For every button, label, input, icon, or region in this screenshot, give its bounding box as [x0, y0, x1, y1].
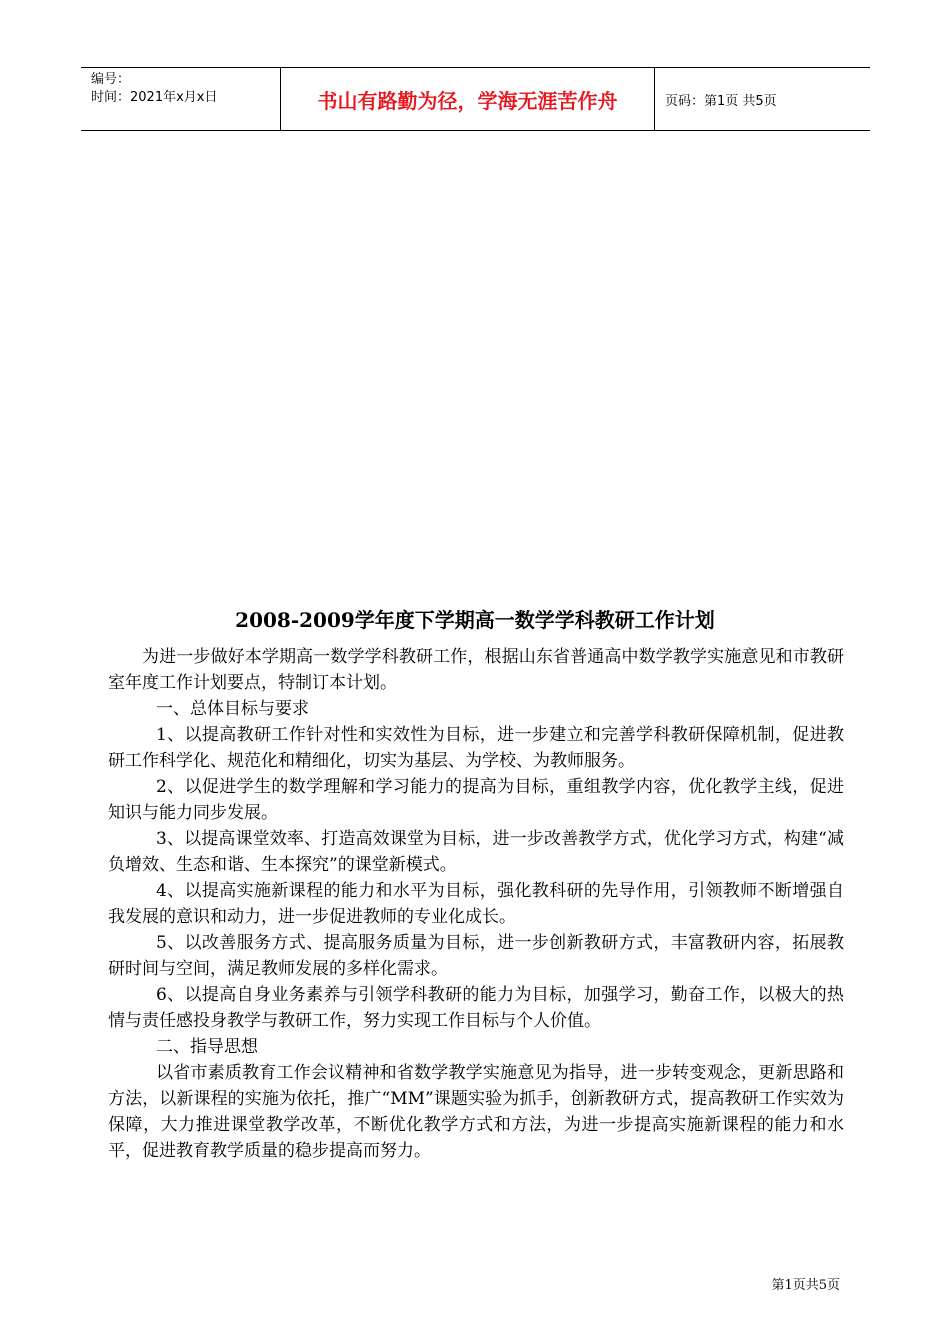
goal-item-5: 5、以改善服务方式、提高服务质量为目标，进一步创新教研方式，丰富教研内容，拓展教研时间与空间，满足教师发展的多样化需求。 — [108, 933, 844, 979]
goal-item-2: 2、以促进学生的数学理解和学习能力的提高为目标，重组教学内容，优化教学主线，促进知识与能力同步发展。 — [108, 777, 844, 823]
time-label: 时间：2021年x月x日 — [91, 90, 218, 105]
header-motto: 书山有路勤为径，学海无涯苦作舟 — [281, 68, 655, 130]
intro-paragraph: 为进一步做好本学期高一数学学科教研工作，根据山东省普通高中数学教学实施意见和市教研室年度工作计划要点，特制订本计划。 — [108, 647, 844, 693]
document-body — [108, 644, 844, 1164]
code-label: 编号： — [91, 72, 131, 87]
goal-item-4: 4、以提高实施新课程的能力和水平为目标，强化教科研的先导作用，引领教师不断增强自我发展的意识和动力，进一步促进教师的专业化成长。 — [108, 881, 844, 927]
page-header — [81, 67, 870, 131]
document-title: 2008-2009学年度下学期高一数学学科教研工作计划 — [235, 608, 715, 632]
page-footer: 第1页共5页 — [771, 1278, 840, 1293]
goal-item-6: 6、以提高自身业务素养与引领学科教研的能力为目标，加强学习，勤奋工作，以极大的热情与责任感投身教学与教研工作，努力实现工作目标与个人价值。 — [108, 985, 844, 1031]
section-heading-guidance: 二、指导思想 — [156, 1037, 258, 1057]
header-page-info: 页码：第1页 共5页 — [665, 93, 777, 109]
goal-item-1: 1、以提高教研工作针对性和实效性为目标，进一步建立和完善学科教研保障机制，促进教研工作科学化、规范化和精细化，切实为基层、为学校、为教师服务。 — [108, 725, 844, 771]
goal-item-3: 3、以提高课堂效率、打造高效课堂为目标，进一步改善教学方式，优化学习方式，构建“减负增效、生态和谐、生本探究”的课堂新模式。 — [108, 829, 844, 875]
section-heading-goals: 一、总体目标与要求 — [156, 699, 309, 719]
guidance-paragraph: 以省市素质教育工作会议精神和省数学教学实施意见为指导，进一步转变观念，更新思路和方法，以新课程的实施为依托，推广“MM”课题实验为抓手，创新教研方式，提高教研工作实效为保障，大力推进课堂教学改革，不断优化教学方式和方法，为进一步提高实施新课程的能力和水平，促进教育教学质量的稳步提高而努力。 — [108, 1063, 844, 1161]
header-meta — [81, 68, 281, 130]
